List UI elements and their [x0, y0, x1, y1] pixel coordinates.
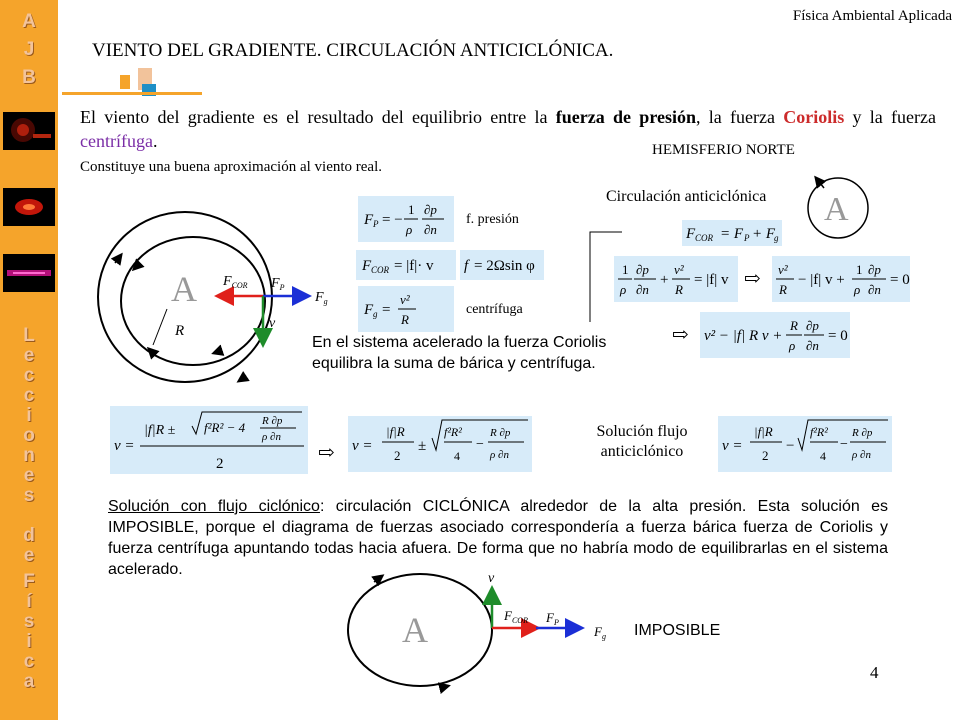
implies-arrow: ⇨ [744, 268, 761, 290]
svg-text:∂n: ∂n [806, 338, 819, 353]
svg-text:∂n: ∂n [868, 282, 881, 297]
high-pressure-label: A [171, 269, 197, 309]
intro-text: . [152, 131, 158, 151]
equation-box [460, 250, 544, 280]
page-number: 4 [870, 663, 879, 682]
fpresion-label: f. presión [466, 212, 519, 227]
sidebar-letter: F [23, 571, 35, 592]
circulation-icon [796, 172, 876, 248]
sidebar-letter: c [23, 651, 35, 672]
svg-text:v²: v² [778, 262, 788, 277]
svg-text:v²: v² [674, 262, 684, 277]
svg-text:f²R²: f²R² [444, 425, 462, 439]
svg-text:v =: v = [722, 438, 743, 454]
svg-text:Fg [314, 290, 328, 306]
svg-text:R: R [779, 282, 787, 297]
fp-symbol: F [546, 610, 554, 625]
svg-text:P: P [373, 219, 379, 229]
svg-text:−: − [840, 437, 848, 452]
svg-text:f²R² − 4: f²R² − 4 [204, 420, 246, 435]
svg-text:ρ ∂n: ρ ∂n [852, 449, 871, 461]
svg-text:2: 2 [394, 448, 401, 463]
svg-text:FP [545, 610, 559, 627]
svg-text:ρ ∂n: ρ ∂n [490, 449, 509, 461]
fp-symbol: F [271, 276, 280, 291]
svg-text:+ F: + F [752, 226, 776, 242]
svg-text:ρ: ρ [789, 338, 796, 353]
svg-text:4: 4 [454, 449, 460, 463]
intro-bold: fuerza de presión [555, 107, 696, 127]
svg-text:ρ: ρ [854, 282, 861, 297]
svg-text:|f|R: |f|R [754, 424, 773, 439]
svg-text:f²R²: f²R² [810, 425, 828, 439]
cyclonic-diagram [340, 566, 620, 696]
centrifuga-word: centrífuga [80, 131, 153, 151]
intro-line2: Constituye una buena aproximación al viento real. [80, 159, 382, 175]
svg-text:v =: v = [352, 438, 373, 454]
hemisphere-label: HEMISFERIO NORTE [652, 142, 795, 158]
intro-paragraph [80, 105, 936, 179]
sidebar-photo [3, 188, 55, 226]
sidebar-letter: e [23, 465, 35, 486]
sidebar-photo [3, 112, 55, 150]
v-symbol: v [488, 571, 495, 586]
sidebar-letter: s [23, 611, 35, 632]
v-symbol: v [269, 316, 276, 331]
svg-text:v²: v² [400, 292, 410, 307]
svg-text:|f|R: |f|R [386, 424, 405, 439]
implies-arrow: ⇨ [318, 442, 335, 464]
anticyclone-diagram [95, 205, 345, 405]
radius-symbol: R [175, 323, 185, 339]
svg-text:∂p: ∂p [424, 202, 437, 217]
fcor-symbol: F [504, 608, 512, 623]
svg-text:R ∂p: R ∂p [262, 415, 283, 427]
sidebar-letter: e [23, 545, 35, 566]
implies-arrow: ⇨ [672, 324, 689, 346]
sidebar-letter: J [23, 39, 35, 60]
course-name: Física Ambiental Aplicada [792, 8, 952, 24]
svg-text:= F: = F [720, 226, 744, 242]
fp-subscript: P [553, 618, 559, 627]
equation-box [356, 250, 456, 280]
sidebar-letter: n [23, 445, 35, 466]
svg-text:+: + [660, 272, 669, 288]
svg-text:P: P [744, 233, 750, 243]
svg-text:FCOR [222, 274, 248, 290]
svg-text:FCOR [503, 608, 528, 625]
svg-text:1: 1 [622, 262, 629, 277]
coriolis-note: En el sistema acelerado la fuerza Coriolis equilibra la suma de bárica y centrífuga. [312, 334, 607, 372]
equation-box [614, 256, 738, 302]
svg-text:f: f [464, 258, 469, 274]
sidebar-letter: o [23, 425, 35, 446]
fg-subscript: g [601, 632, 606, 641]
equation-box [348, 416, 532, 472]
equation-box [682, 220, 782, 246]
flow-arrow [214, 351, 220, 353]
svg-text:g: g [373, 309, 378, 319]
slide-title: VIENTO DEL GRADIENTE. CIRCULACIÓN ANTICICLÓNICA. [92, 40, 614, 61]
svg-text:=: = [382, 302, 391, 318]
intro-text: El viento del gradiente es el resultado del equilibrio entre la [80, 107, 556, 127]
fg-subscript: g [323, 297, 328, 306]
svg-text:−: − [786, 438, 795, 454]
coriolis-word: Coriolis [783, 107, 845, 127]
sidebar-letter: a [23, 671, 35, 692]
sidebar-letter: i [26, 631, 32, 652]
svg-text:R ∂p: R ∂p [852, 427, 873, 439]
equation-box [358, 286, 454, 332]
circulation-a: A [824, 191, 849, 228]
svg-text:−: − [476, 437, 484, 452]
bottom-lead: Solución con flujo ciclónico [108, 498, 320, 515]
svg-text:∂n: ∂n [636, 282, 649, 297]
sidebar-letter: e [23, 345, 35, 366]
bottom-text: : circulación CICLÓNICA alrededor de la alta presión. Esta solución es IMPOSIBLE, porque el diagrama de fuerzas asociado correspondería a fuerza bárica fuerza de Coriolis y fuerza centrífuga apuntando todas hacia afuera. De forma que no habría modo de equilibrarlas en el sistema acelerado. [108, 498, 889, 578]
sidebar-letter: d [23, 525, 35, 546]
svg-text:F: F [686, 226, 696, 242]
sidebar-letter: i [26, 405, 32, 426]
svg-text:ρ: ρ [406, 222, 413, 237]
svg-text:Fg [593, 624, 606, 641]
flow-arrow [239, 377, 245, 381]
equation-box [358, 196, 454, 242]
svg-text:1: 1 [408, 202, 415, 217]
svg-text:|f|R ±: |f|R ± [144, 423, 176, 438]
svg-text:g: g [774, 233, 779, 243]
flow-arrow [115, 255, 121, 263]
circulation-label: Circulación anticiclónica [606, 188, 767, 205]
svg-text:ρ: ρ [620, 282, 627, 297]
svg-text:1: 1 [856, 262, 863, 277]
fp-subscript: P [279, 283, 285, 292]
svg-text:∂p: ∂p [806, 318, 819, 333]
fcor-subscript: COR [511, 616, 528, 625]
intro-text: , la fuerza [696, 107, 784, 127]
svg-text:v² − |f| R v +: v² − |f| R v + [704, 328, 783, 344]
svg-text:R: R [401, 312, 409, 327]
svg-text:2: 2 [216, 456, 224, 472]
deco-square [120, 75, 130, 89]
deco-bar [62, 92, 202, 95]
intro-text: y la fuerza [844, 107, 936, 127]
equation-box [700, 312, 850, 358]
fcor-symbol: F [223, 274, 232, 289]
svg-text:∂p: ∂p [868, 262, 881, 277]
svg-text:∂n: ∂n [424, 222, 437, 237]
svg-text:±: ± [418, 438, 427, 454]
svg-text:COR: COR [695, 233, 713, 243]
svg-text:− |f| v +: − |f| v + [798, 272, 845, 288]
svg-text:F: F [364, 212, 374, 228]
sidebar-letter: c [23, 365, 35, 386]
equation-box [110, 406, 308, 474]
svg-text:ρ ∂n: ρ ∂n [262, 431, 281, 443]
svg-text:= 0: = 0 [828, 328, 848, 344]
sidebar-letter: L [23, 325, 35, 346]
sidebar-letter: B [22, 67, 36, 88]
svg-text:F: F [362, 258, 372, 274]
svg-text:2: 2 [762, 448, 769, 463]
svg-text:= |f|· v: = |f|· v [394, 258, 434, 274]
svg-text:R: R [790, 318, 798, 333]
svg-text:COR: COR [371, 265, 389, 275]
sidebar-photo [3, 254, 55, 292]
impossible-a: A [402, 610, 428, 650]
svg-text:4: 4 [820, 449, 826, 463]
fcor-subscript: COR [231, 281, 248, 290]
sidebar-letter: s [23, 485, 35, 506]
fg-symbol: F [315, 290, 324, 305]
svg-text:F: F [364, 302, 374, 318]
radius-line [153, 309, 167, 345]
solution-label: Solución flujo anticiclónico [596, 423, 688, 460]
sidebar [0, 0, 58, 720]
equation-box [772, 256, 910, 302]
equation-box [718, 416, 892, 472]
svg-text:= 0: = 0 [890, 272, 910, 288]
svg-text:FP [270, 276, 285, 292]
fg-symbol: F [594, 624, 602, 639]
centrifuga-label: centrífuga [466, 302, 523, 317]
svg-text:∂p: ∂p [636, 262, 649, 277]
sidebar-letter: í [26, 591, 32, 612]
svg-text:v =: v = [114, 438, 135, 454]
svg-text:R ∂p: R ∂p [490, 427, 511, 439]
impossible-label: IMPOSIBLE [634, 622, 721, 639]
svg-text:= |f| v: = |f| v [694, 272, 729, 288]
sidebar-letter: A [22, 11, 36, 32]
svg-text:R: R [675, 282, 683, 297]
svg-text:= −: = − [382, 212, 403, 228]
svg-text:= 2Ωsin φ: = 2Ωsin φ [474, 258, 535, 274]
sidebar-letter: c [23, 385, 35, 406]
